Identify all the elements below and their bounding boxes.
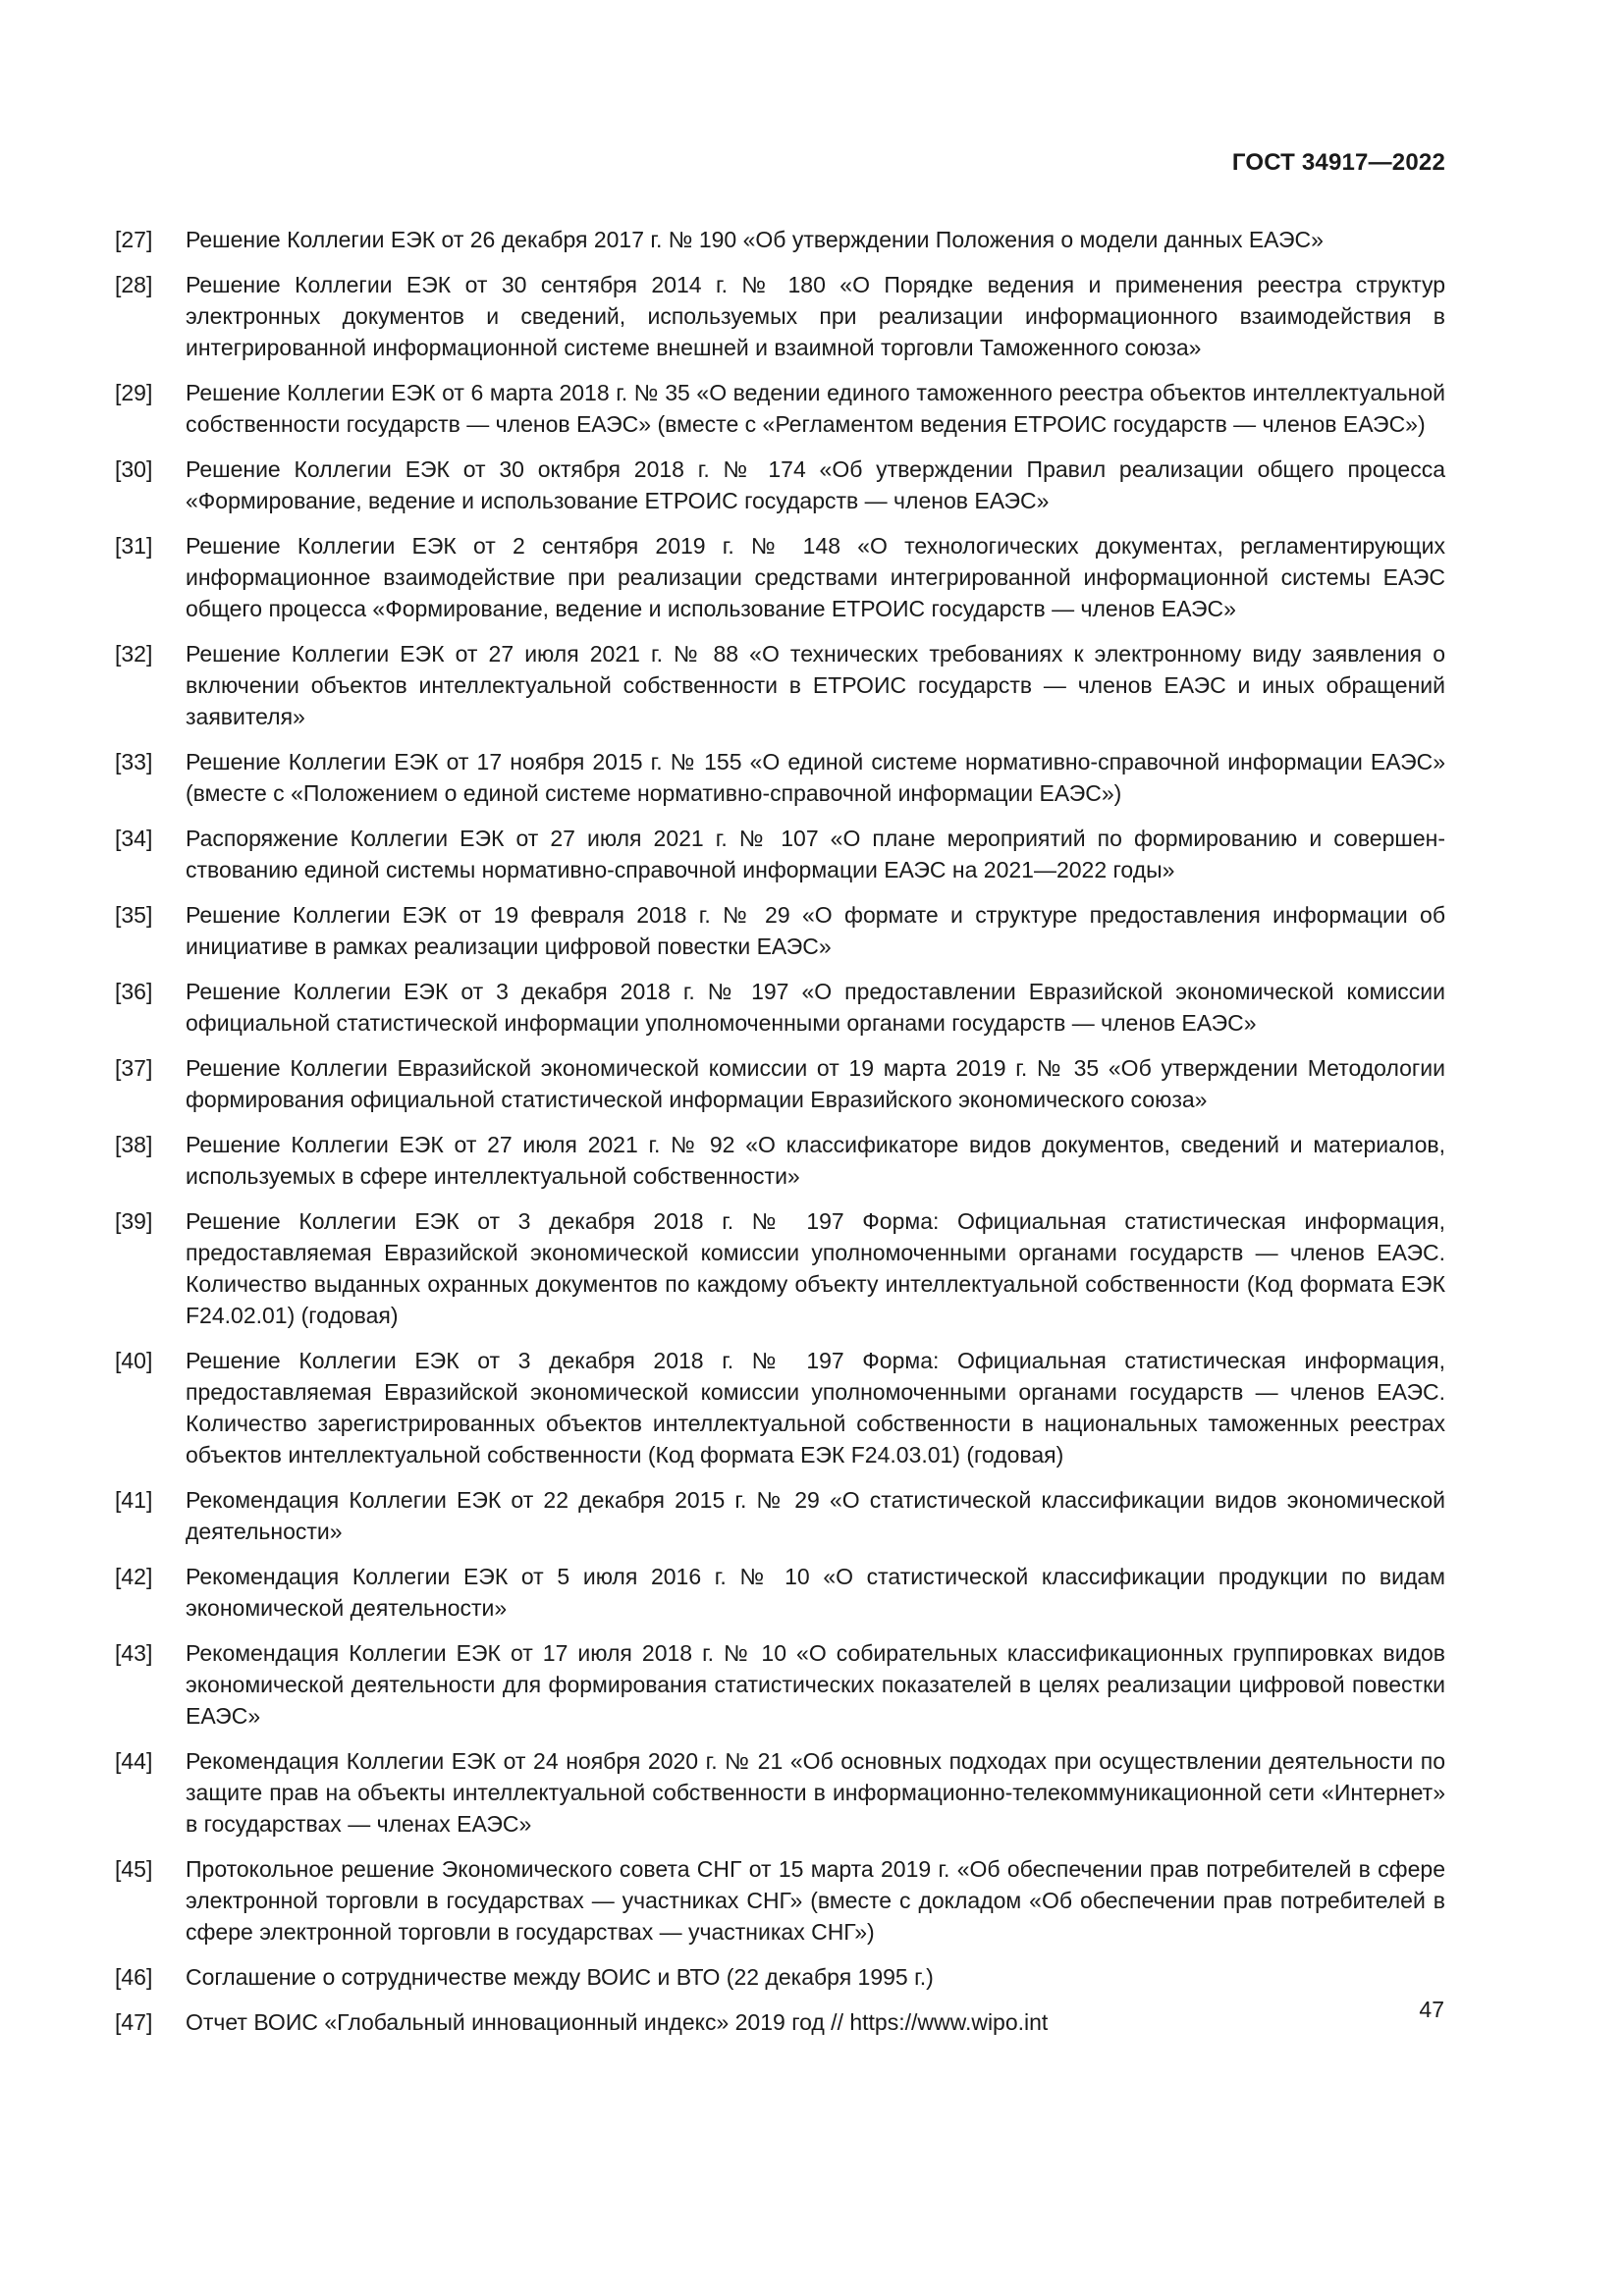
reference-item: [115, 1745, 1445, 1840]
reference-text: Решение Коллегии ЕЭК от 2 сентября 2019 г. № 148 «О технологических документах, регламентирующих информационное взаимодействие при реализации средствами интегрированной информационной системы ЕАЭС общего процесса «Формирование, ведение и использование ЕТРОИС государств — членов ЕАЭС»: [186, 533, 1445, 621]
reference-text: Рекомендация Коллегии ЕЭК от 5 июля 2016 г. № 10 «О статистической классификации продукции по видам экономической деятельности»: [186, 1564, 1445, 1621]
reference-text: Решение Коллегии ЕЭК от 26 декабря 2017 г. № 190 «Об утверждении Положения о модели данных ЕАЭС»: [186, 227, 1324, 252]
reference-text: Решение Коллегии ЕЭК от 17 ноября 2015 г. № 155 «О единой системе нормативно-справочной информации ЕАЭС» (вместе с «Положением о единой системе нормативно-справочной информации ЕАЭС»): [186, 749, 1445, 806]
reference-number: [34]: [115, 826, 153, 851]
reference-number: [27]: [115, 227, 153, 252]
reference-text: Решение Коллегии ЕЭК от 19 февраля 2018 г. № 29 «О формате и структуре предоставления информации об инициативе в рамках реализации цифровой повестки ЕАЭС»: [186, 902, 1445, 959]
reference-number: [46]: [115, 1964, 153, 1990]
reference-item: [115, 1484, 1445, 1547]
reference-number: [47]: [115, 2009, 153, 2035]
reference-text: Распоряжение Коллегии ЕЭК от 27 июля 2021 г. № 107 «О плане мероприятий по формированию и совершенствованию единой системы нормативно-справочной информации ЕАЭС на 2021—2022 годы»: [186, 826, 1445, 882]
reference-number: [40]: [115, 1348, 153, 1373]
reference-text: Рекомендация Коллегии ЕЭК от 17 июля 2018 г. № 10 «О собирательных классификационных группировках видов экономической деятельности для формирования статистических показателей в целях реализации цифровой повестки ЕАЭС»: [186, 1640, 1445, 1729]
reference-number: [33]: [115, 749, 153, 774]
page-number: 47: [1419, 1997, 1444, 2022]
reference-number: [35]: [115, 902, 153, 928]
reference-number: [43]: [115, 1640, 153, 1666]
reference-number: [38]: [115, 1132, 153, 1157]
reference-item: [115, 530, 1445, 624]
reference-item: [115, 746, 1445, 809]
reference-item: [115, 1129, 1445, 1192]
reference-item: [115, 976, 1445, 1039]
reference-number: [44]: [115, 1748, 153, 1774]
reference-number: [29]: [115, 380, 153, 405]
reference-item: [115, 1853, 1445, 1948]
reference-text: Протокольное решение Экономического совета СНГ от 15 марта 2019 г. «Об обеспечении прав потребителей в сфере электронной торговли в государствах — участниках СНГ» (вместе с докладом «Об обеспечении прав потребителей в сфере электронной торговли в государствах — участниках СНГ»): [186, 1856, 1445, 1945]
reference-text: Решение Коллегии ЕЭК от 30 сентября 2014 г. № 180 «О Порядке ведения и применения реестра структур электронных документов и сведений, используемых при реализации информационного взаимодействия в интегрированной информационной системе внешней и взаимной торговли Таможенного союза»: [186, 272, 1445, 360]
reference-item: [115, 1205, 1445, 1331]
reference-number: [39]: [115, 1208, 153, 1234]
reference-text: Решение Коллегии ЕЭК от 3 декабря 2018 г. № 197 Форма: Официальная статистическая информация, предоставляемая Евразийской экономической комиссии уполномоченными органами государств — членов ЕАЭС. Количество зарегистрированных объектов интеллектуальной собственности в национальных таможенных реестрах объектов интеллектуальной собственности (Код формата ЕЭК F24.03.01) (годовая): [186, 1348, 1445, 1468]
reference-text: Решение Коллегии ЕЭК от 27 июля 2021 г. № 92 «О классификаторе видов документов, сведений и материалов, используемых в сфере интеллектуальной собственности»: [186, 1132, 1445, 1189]
reference-text: Решение Коллегии ЕЭК от 27 июля 2021 г. № 88 «О технических требованиях к электронному виду заявления о включении объектов интеллектуальной собственности в ЕТРОИС государств — членов ЕАЭС и иных обращений заявителя»: [186, 641, 1445, 729]
reference-number: [42]: [115, 1564, 153, 1589]
reference-item: [115, 899, 1445, 962]
reference-number: [45]: [115, 1856, 153, 1882]
reference-number: [41]: [115, 1487, 153, 1513]
reference-number: [28]: [115, 272, 153, 297]
reference-text: Отчет ВОИС «Глобальный инновационный индекс» 2019 год // https://www.wipo.int: [186, 2009, 1049, 2035]
reference-text: Соглашение о сотрудничестве между ВОИС и ВТО (22 декабря 1995 г.): [186, 1964, 934, 1990]
reference-number: [36]: [115, 979, 153, 1004]
reference-item: [115, 377, 1445, 440]
reference-item: [115, 1961, 1445, 1993]
reference-number: [31]: [115, 533, 153, 559]
reference-item: [115, 1052, 1445, 1115]
reference-item: [115, 269, 1445, 363]
reference-text: Решение Коллегии ЕЭК от 30 октября 2018 г. № 174 «Об утверждении Правил реализации общего процесса «Формирование, ведение и использование ЕТРОИС государств — членов ЕАЭС»: [186, 456, 1445, 513]
reference-item: [115, 823, 1445, 885]
reference-item: [115, 1345, 1445, 1470]
reference-text: Решение Коллегии ЕЭК от 3 декабря 2018 г. № 197 «О предоставлении Евразийской экономической комиссии официальной статистической информации уполномоченными органами государств — членов ЕАЭС»: [186, 979, 1445, 1036]
reference-item: [115, 1561, 1445, 1624]
reference-number: [37]: [115, 1055, 153, 1081]
reference-text: Решение Коллегии Евразийской экономической комиссии от 19 марта 2019 г. № 35 «Об утверждении Методологии формирования официальной статистической информации Евразийского экономического союза»: [186, 1055, 1445, 1112]
reference-text: Решение Коллегии ЕЭК от 3 декабря 2018 г. № 197 Форма: Официальная статистическая информация, предоставляемая Евразийской экономической комиссии уполномоченными органами государств — членов ЕАЭС. Количество выданных охранных документов по каждому объекту интеллектуальной собственности (Код формата ЕЭК F24.02.01) (годовая): [186, 1208, 1445, 1328]
bibliography-list: [115, 224, 1445, 2052]
reference-item: [115, 454, 1445, 516]
reference-item: [115, 224, 1445, 255]
reference-number: [30]: [115, 456, 153, 482]
document-standard-number: ГОСТ 34917—2022: [1231, 149, 1445, 176]
reference-number: [32]: [115, 641, 153, 667]
reference-item: [115, 2006, 1445, 2038]
reference-item: [115, 1637, 1445, 1732]
reference-item: [115, 638, 1445, 732]
reference-text: Рекомендация Коллегии ЕЭК от 22 декабря 2015 г. № 29 «О статистической классификации видов экономической деятельности»: [186, 1487, 1445, 1544]
reference-text: Решение Коллегии ЕЭК от 6 марта 2018 г. № 35 «О ведении единого таможенного реестра объектов интеллектуальной собственности государств — членов ЕАЭС» (вместе с «Регламентом ведения ЕТРОИС государств — членов ЕАЭС»): [186, 380, 1445, 437]
reference-text: Рекомендация Коллегии ЕЭК от 24 ноября 2020 г. № 21 «Об основных подходах при осуществлении деятельности по защите прав на объекты интеллектуальной собственности в информационно-телекоммуникационной сети «Интернет» в государствах — членах ЕАЭС»: [186, 1748, 1445, 1837]
